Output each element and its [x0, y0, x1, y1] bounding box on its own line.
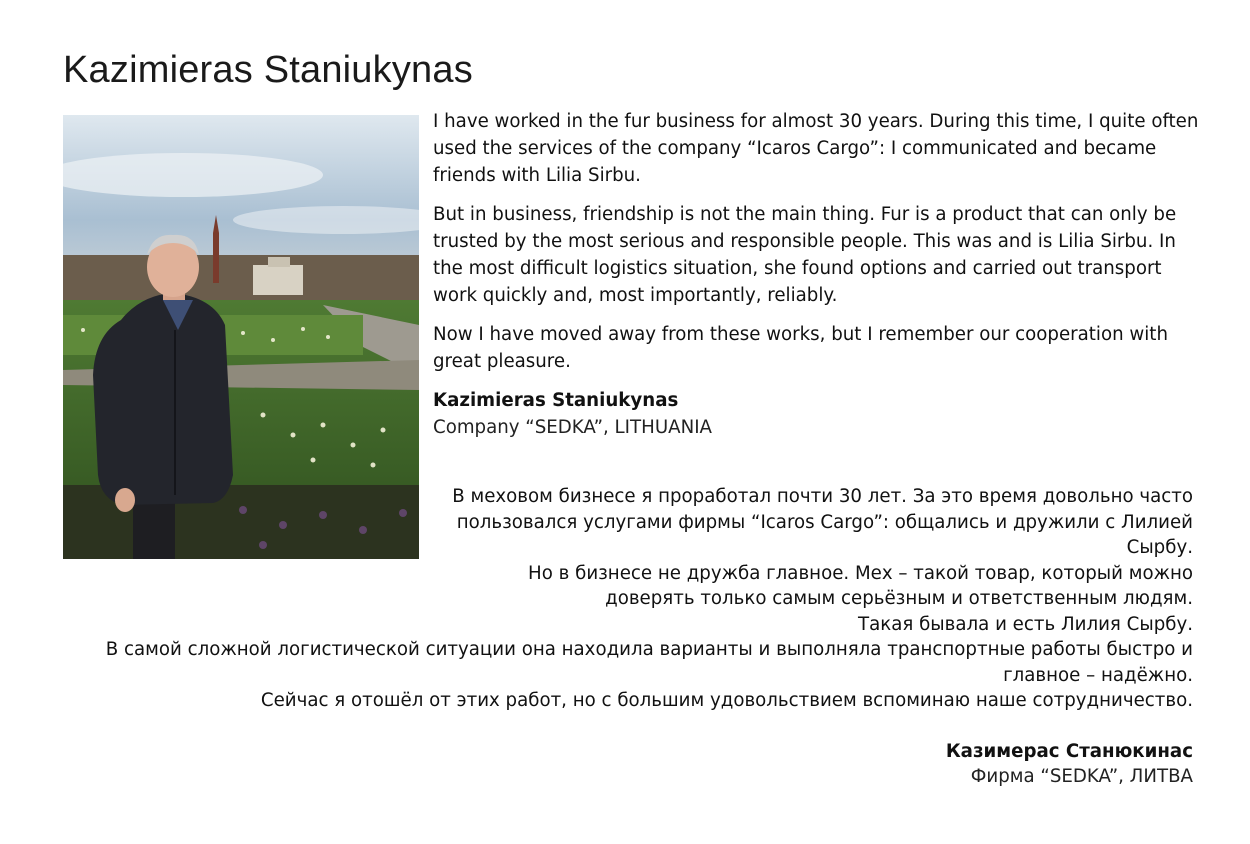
russian-testimonial	[60, 484, 1193, 790]
russian-paragraph-1: В меховом бизнесе я проработал почти 30 лет. За это время довольно часто пользовался услугами фирмы “Icaros Cargo”: общались и дружили с Лилией Сырбу.	[452, 486, 1193, 558]
russian-signature-company: Фирма “SEDKA”, ЛИТВА	[970, 766, 1193, 787]
russian-signature-name: Казимерас Станюкинас	[945, 740, 1193, 762]
english-testimonial	[433, 108, 1203, 441]
russian-paragraph-3: Такая бывала и есть Лилия Сырбу.	[857, 613, 1193, 635]
english-signature-name: Kazimieras Staniukynas	[433, 390, 679, 411]
page-title: Kazimieras Staniukynas	[63, 49, 473, 91]
english-paragraph-3: Now I have moved away from these works, but I remember our cooperation with great pleasure.	[433, 324, 1168, 372]
english-signature-company: Company “SEDKA”, LITHUANIA	[433, 417, 713, 438]
english-paragraph-2: But in business, friendship is not the main thing. Fur is a product that can only be trusted by the most serious and responsible people. This was and is Lilia Sirbu. In the most difficult logistics situation, she found options and carried out transport work quickly and, most importantly, reliably.	[433, 204, 1177, 306]
russian-paragraph-4: В самой сложной логистической ситуации она находила варианты и выполняла транспортные работы быстро и главное – надёжно.	[105, 639, 1193, 686]
english-paragraph-1: I have worked in the fur business for almost 30 years. During this time, I quite often used the services of the company “Icaros Cargo”: I communicated and became friends with Lilia Sirbu.	[433, 111, 1199, 186]
russian-paragraph-2: Но в бизнесе не дружба главное. Мех – такой товар, который можно доверять только самым серьёзным и ответственным людям.	[528, 562, 1193, 609]
russian-paragraph-5: Сейчас я отошёл от этих работ, но с большим удовольствием вспоминаю наше сотрудничество.	[260, 690, 1193, 711]
